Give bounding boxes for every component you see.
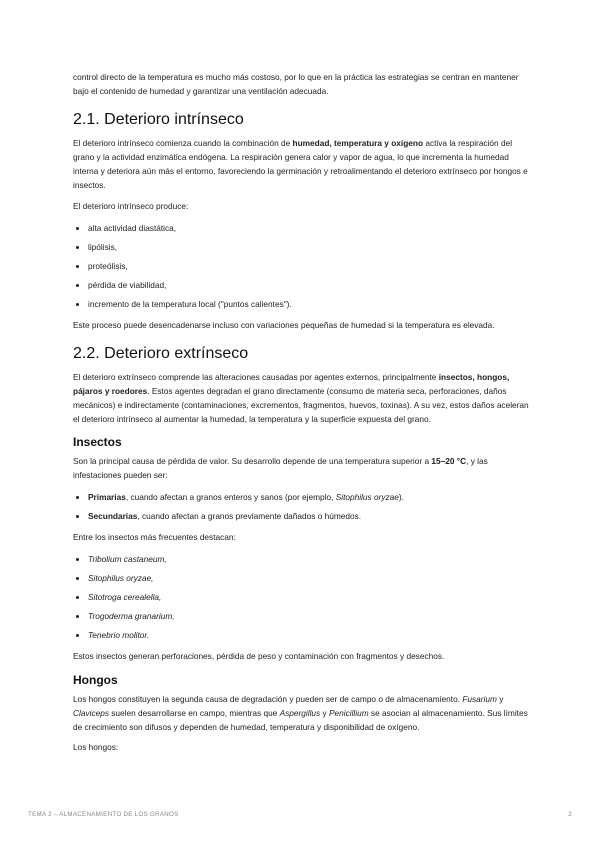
s21-paragraph-3: Este proceso puede desencadenarse incluso con variaciones pequeñas de humedad si la temperatura es elevada.	[73, 319, 495, 330]
insect-species-list	[73, 550, 529, 645]
hongos-paragraph-2: Los hongos:	[73, 741, 119, 752]
insectos-paragraph-1: Son la principal causa de pérdida de valor. Su desarrollo depende de una temperatura superior a 15–20 °C, y las infestaciones pueden ser:	[73, 456, 488, 481]
list-item: • alta actividad diastática,	[88, 219, 529, 238]
list-item: • proteólisis,	[88, 257, 529, 276]
page-footer	[28, 811, 572, 818]
list-item: • incremento de la temperatura local ("puntos calientes").	[88, 295, 529, 314]
section-heading-2-2: 2.2. Deterioro extrínseco	[73, 344, 249, 362]
s21-paragraph-1: El deterioro intrínseco comienza cuando la combinación de humedad, temperatura y oxígeno activa la respiración del grano y la actividad enzimática endógena. La respiración genera calor y vapor de agua, lo que incrementa la humedad interna y deteriora aún más el entorno, favoreciendo la germinación y retroalimentando el deterioro extrínseco por hongos e insectos.	[73, 138, 528, 191]
section-heading-2-1: 2.1. Deterioro intrínseco	[73, 111, 244, 129]
page-number: 2	[568, 811, 572, 818]
list-item: • lipólisis,	[88, 238, 529, 257]
footer-title: TEMA 2 – ALMACENAMIENTO DE LOS GRANOS	[28, 811, 179, 818]
intro-paragraph: control directo de la temperatura es mucho más costoso, por lo que en la práctica las estrategias se centran en mantener bajo el contenido de humedad y garantizar una ventilación adecuada.	[73, 72, 519, 97]
insectos-paragraph-3: Estos insectos generan perforaciones, pérdida de peso y contaminación con fragmentos y desechos.	[73, 651, 445, 662]
subheading-hongos: Hongos	[73, 672, 118, 687]
list-item: • Trogoderma granarium,	[88, 607, 529, 626]
page-content	[73, 70, 529, 760]
list-item: • Tribolium castaneum,	[88, 550, 529, 569]
list-item-primarias: • Primarias, cuando afectan a granos enteros y sanos (por ejemplo, Sitophilus oryzae).	[88, 488, 529, 507]
list-item: • Tenebrio molitor.	[88, 626, 529, 645]
list-item-secundarias: • Secundarias, cuando afectan a granos previamente dañados o húmedos.	[88, 507, 529, 526]
s22-paragraph-1: El deterioro extrínseco comprende las alteraciones causadas por agentes externos, principalmente insectos, hongos, pájaros y roedores. Estos agentes degradan el grano directamente (consumo de materia seca, perforaciones, daños mecánicos) e indirectamente (contaminaciones, excrementos, fragmentos, huevos, toxinas). A su vez, estos daños aceleran el deterioro intrínseco al aumentar la humedad, la temperatura y la superficie expuesta del grano.	[73, 371, 529, 425]
list-item: • Sitotroga cerealella,	[88, 588, 529, 607]
list-item: • pérdida de viabilidad,	[88, 276, 529, 295]
list-item: • Sitophilus oryzae,	[88, 569, 529, 588]
subheading-insectos: Insectos	[73, 435, 122, 450]
hongos-paragraph-1: Los hongos constituyen la segunda causa de degradación y pueden ser de campo o de almacenamiento. Fusarium y Claviceps suelen desarrollarse en campo, mientras que Aspergillus y Penicillium se asocian al almacenamiento. Sus límites de crecimiento son difusos y dependen de humedad, temperatura y disponibilidad de oxígeno.	[73, 693, 528, 732]
s21-effects-list	[73, 219, 529, 314]
s21-paragraph-2: El deterioro intrínseco produce:	[73, 200, 189, 211]
insectos-paragraph-2: Entre los insectos más frecuentes destacan:	[73, 532, 236, 543]
infestation-types-list	[73, 488, 529, 526]
